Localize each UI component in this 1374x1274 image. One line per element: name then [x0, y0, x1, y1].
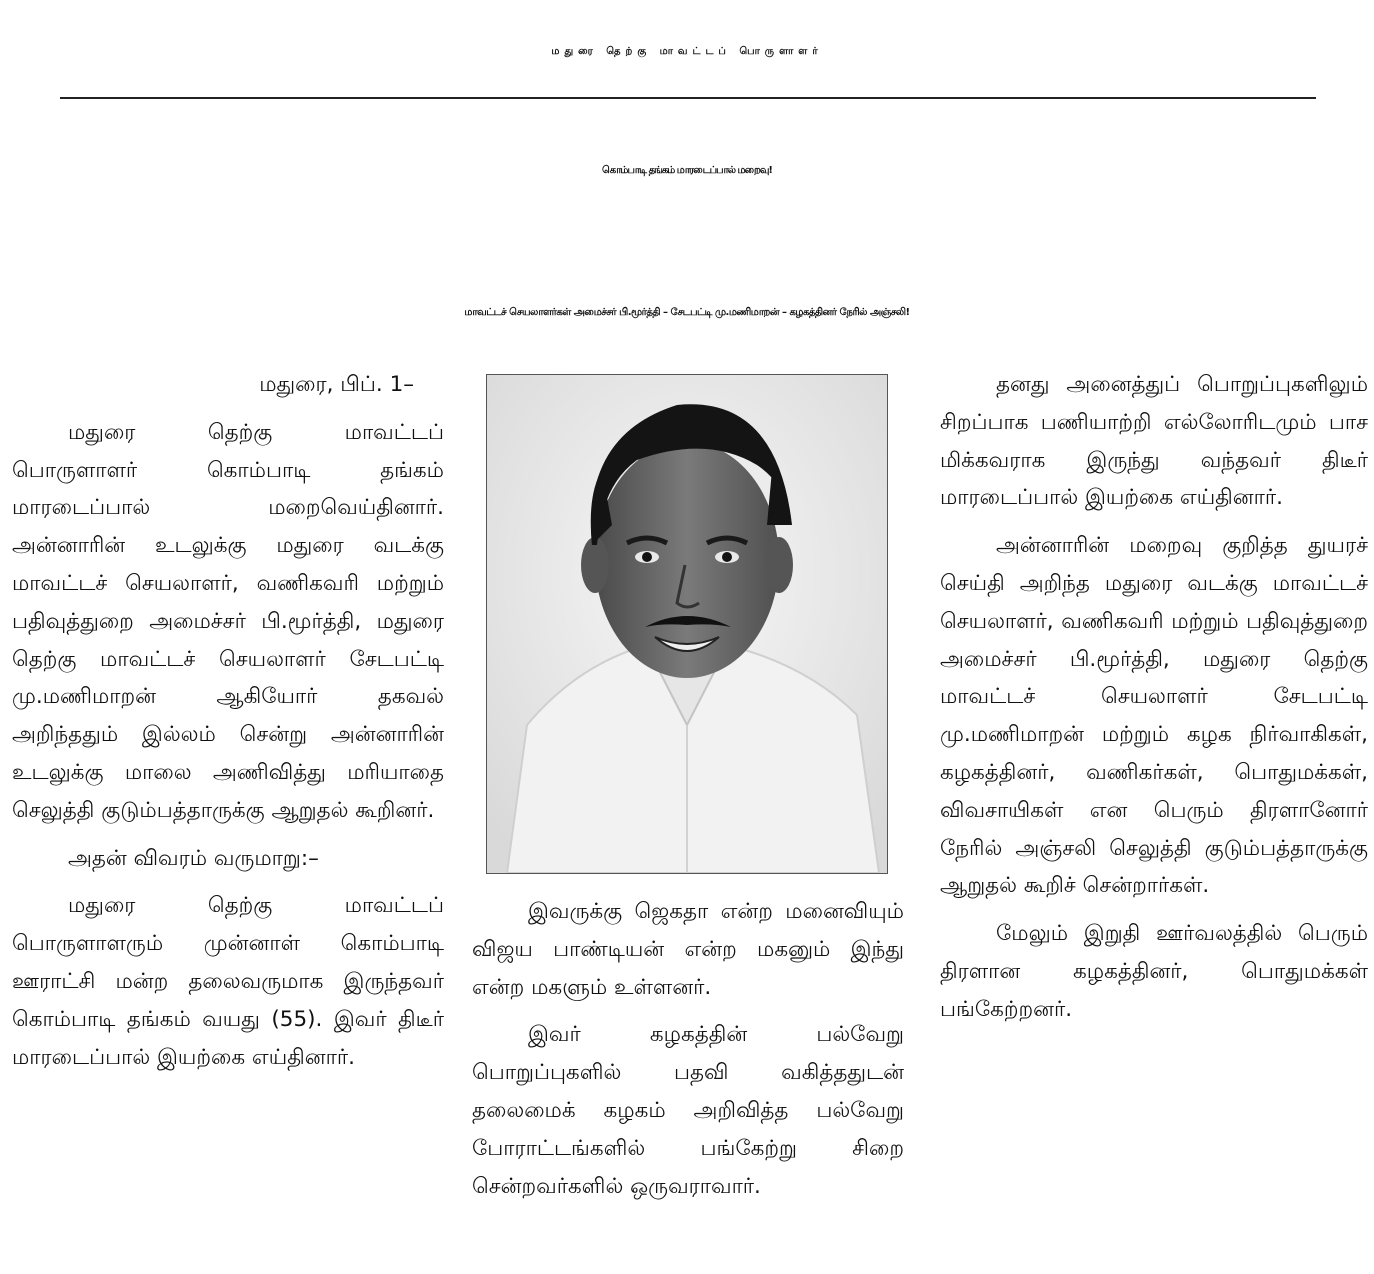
- paragraph: அன்னாரின் மறைவு குறித்த துயரச் செய்தி அறிந்த மதுரை வடக்கு மாவட்டச் செயலாளர், வணிகவரி மற்றும் பதிவுத்துறை அமைச்சர் பி.மூர்த்தி, மதுரை தெற்கு மாவட்டச் செயலாளர் சேடபட்டி மு.மணிமாறன் மற்றும் கழக நிர்வாகிகள், கழகத்தினர், வணிகர்கள், பொதுமக்கள், விவசாயிகள் என பெரும் திரளானோர் நேரில் அஞ்சலி செலுத்தி குடும்பத்தாருக்கு ஆறுதல் கூறிச் சென்றார்கள்.: [940, 533, 1368, 899]
- middle-column: [472, 893, 904, 1205]
- paragraph: மேலும் இறுதி ஊர்வலத்தில் பெரும் திரளான கழகத்தினர், பொதுமக்கள் பங்கேற்றனர்.: [940, 921, 1368, 1022]
- kicker-rule: [60, 97, 1316, 99]
- paragraph: அதன் விவரம் வருமாறு:–: [68, 845, 319, 871]
- article-subhead: மாவட்டச் செயலாளர்கள் அமைச்சர் பி.மூர்த்தி – சேடபட்டி மு.மணிமாறன் – கழகத்தினர் நேரில் அஞ்சலி!: [464, 307, 910, 318]
- right-column: [940, 366, 1368, 1029]
- paragraph: மதுரை தெற்கு மாவட்டப் பொருளாளரும் முன்னாள் கொம்பாடி ஊராட்சி மன்ற தலைவருமாக இருந்தவர் கொம்பாடி தங்கம் வயது (55). இவர் திடீர் மாரடைப்பால் இயற்கை எய்தினார்.: [12, 893, 444, 1070]
- paragraph: மதுரை தெற்கு மாவட்டப் பொருளாளர் கொம்பாடி தங்கம் மாரடைப்பால் மறைவெய்தினார். அன்னாரின் உடலுக்கு மதுரை வடக்கு மாவட்டச் செயலாளர், வணிகவரி மற்றும் பதிவுத்துறை அமைச்சர் பி.மூர்த்தி, மதுரை தெற்கு மாவட்டச் செயலாளர் சேடபட்டி மு.மணிமாறன் ஆகியோர் தகவல் அறிந்ததும் இல்லம் சென்று அன்னாரின் உடலுக்கு மாலை அணிவித்து மரியாதை செலுத்தி குடும்பத்தாருக்கு ஆறுதல் கூறினர்.: [12, 419, 444, 823]
- paragraph: இவர் கழகத்தின் பல்வேறு பொறுப்புகளில் பதவி வகித்ததுடன் தலைமைக் கழகம் அறிவித்த பல்வேறு போராட்டங்களில் பங்கேற்று சிறை சென்றவர்களில் ஒருவராவார்.: [472, 1022, 904, 1199]
- dateline: மதுரை, பிப். 1–: [259, 372, 414, 397]
- portrait-illustration: [487, 375, 887, 873]
- article-headline: கொம்பாடி தங்கம் மாரடைப்பால் மறைவு!: [602, 165, 772, 176]
- paragraph: இவருக்கு ஜெகதா என்ற மனைவியும் விஜய பாண்டியன் என்ற மகனும் இந்து என்ற மகளும் உள்ளனர்.: [472, 899, 904, 1000]
- article-kicker: மதுரை தெற்கு மாவட்டப் பொருளாளர்: [551, 46, 823, 57]
- paragraph: தனது அனைத்துப் பொறுப்புகளிலும் சிறப்பாக பணியாற்றி எல்லோரிடமும் பாச மிக்கவராக இருந்து வந்தவர் திடீர் மாரடைப்பால் இயற்கை எய்தினார்.: [940, 372, 1368, 511]
- left-column: [12, 366, 444, 1076]
- portrait-photo: [486, 374, 888, 874]
